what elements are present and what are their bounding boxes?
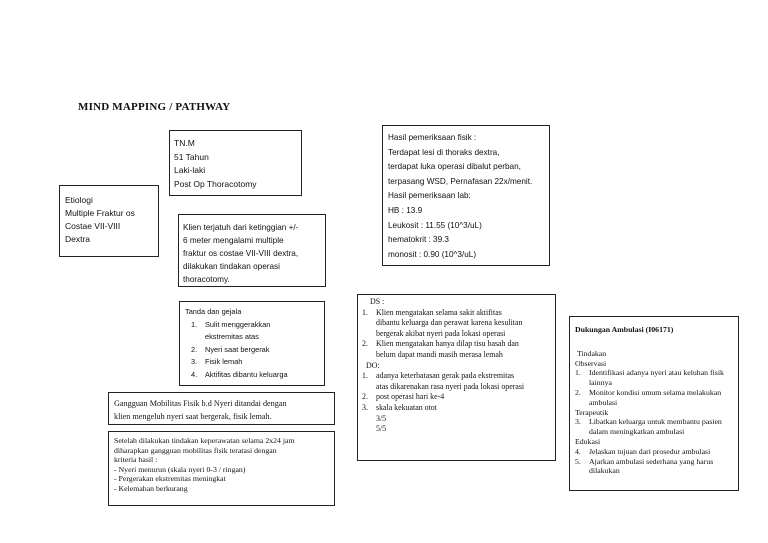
- sign-item: [185, 331, 324, 344]
- item-number: 2.: [362, 339, 368, 349]
- sign-item: [185, 319, 324, 332]
- item-number: 2.: [575, 387, 581, 397]
- intervention-item: [575, 378, 738, 388]
- intervention-box: [569, 316, 739, 491]
- intervention-item: [575, 368, 738, 378]
- assessment-box: [357, 294, 556, 461]
- sign-item: [185, 356, 324, 369]
- item-text: 5/5: [376, 424, 387, 434]
- outcome-box: [108, 431, 335, 506]
- do-item: [362, 392, 555, 403]
- patient-info-box: [169, 130, 302, 196]
- signs-heading: Tanda dan gejala: [185, 307, 242, 316]
- intervention-item: [575, 427, 738, 437]
- diagnosis-box: [108, 392, 335, 425]
- intervention-item: [575, 388, 738, 398]
- do-label: DO:: [366, 360, 380, 370]
- outcome-line: - Nyeri menurun (skala nyeri 0-3 / ringan): [114, 464, 246, 474]
- do-item: [362, 382, 555, 393]
- exam-line: terpasang WSD, Pernafasan 22x/menit.: [388, 176, 533, 186]
- do-item: [362, 424, 555, 435]
- exam-line: hematokrit : 39.3: [388, 235, 449, 245]
- item-text: 3/5: [376, 413, 387, 423]
- item-number: 3.: [191, 357, 198, 367]
- exam-box: [382, 125, 550, 266]
- history-line: thoracotomy.: [183, 275, 230, 284]
- item-text: Aktifitas dibantu keluarga: [205, 369, 288, 379]
- history-line: 6 meter mengalami multiple: [183, 236, 284, 245]
- item-text: skala kekuatan otot: [376, 402, 437, 412]
- item-text: Ajarkan ambulasi sederhana yang harus: [589, 456, 714, 466]
- item-text: Libatkan keluarga untuk membantu pasien: [589, 417, 722, 427]
- item-text: Klien mengatakan hanya dilap tisu basah dan: [376, 339, 519, 349]
- item-text: Identifikasi adanya nyeri atau keluhan fisik: [589, 368, 724, 378]
- item-text: bergerak akibat nyeri pada lokasi operasi: [376, 328, 506, 338]
- history-line: Klien terjatuh dari ketinggian +/-: [183, 223, 299, 232]
- etiologi-line: Dextra: [65, 234, 91, 244]
- item-text: lainnya: [589, 378, 612, 388]
- item-number: 5.: [575, 456, 581, 466]
- item-text: post operasi hari ke-4: [376, 392, 445, 402]
- intervention-section-label: Observasi: [575, 358, 607, 368]
- item-number: 3.: [362, 402, 368, 412]
- intervention-section-label: Terapeutik: [575, 407, 609, 417]
- etiologi-line: Multiple Fraktur os: [65, 208, 135, 218]
- history-line: dilakukan tindakan operasi: [183, 262, 280, 271]
- outcome-line: - Kelemahan berkurang: [114, 483, 188, 493]
- patient-line: Laki-laki: [174, 165, 206, 175]
- item-text: ambulasi: [589, 397, 618, 407]
- intervention-item: [575, 447, 738, 457]
- ds-item: [362, 308, 555, 319]
- item-text: ekstremitas atas: [205, 332, 259, 342]
- item-text: dibantu keluarga dan perawat karena kesulitan: [376, 318, 523, 328]
- intervention-item: [575, 466, 738, 476]
- exam-line: terdapat luka operasi dibalut perban,: [388, 162, 521, 172]
- outcome-line: - Pergerakan ekstremitas meningkat: [114, 474, 226, 484]
- sign-item: [185, 369, 324, 382]
- outcome-line: Setelah dilakukan tindakan keperawatan selama 2x24 jam: [114, 436, 295, 445]
- item-text: Sulit menggerakkan: [205, 319, 271, 329]
- ds-item: [362, 329, 555, 340]
- item-number: 2.: [191, 344, 198, 354]
- diagnosis-line: klien mengeluh nyeri saat bergerak, fisik lemah.: [114, 412, 272, 421]
- intervention-section-label: Tindakan: [577, 348, 607, 358]
- item-text: Fisik lemah: [205, 357, 243, 367]
- do-item: [362, 414, 555, 425]
- item-number: 2.: [362, 392, 368, 402]
- ds-label: DS :: [370, 297, 385, 306]
- outcome-line: kriteria hasil :: [114, 455, 158, 465]
- item-text: Klien mengatakan selama sakit aktifitas: [376, 307, 502, 317]
- patient-line: 51 Tahun: [174, 151, 209, 162]
- item-text: Monitor kondisi umum selama melakukan: [589, 387, 722, 397]
- page-title: MIND MAPPING / PATHWAY: [78, 101, 231, 113]
- item-text: belum dapat mandi masih merasa lemah: [376, 349, 503, 359]
- intervention-title: Dukungan Ambulasi (I06171): [575, 325, 674, 334]
- do-item: [362, 371, 555, 382]
- item-number: 4.: [191, 369, 198, 379]
- outcome-line: diharapkan gangguan mobilitas fisik teratasi dengan: [114, 445, 277, 455]
- intervention-item: [575, 398, 738, 408]
- item-number: 1.: [362, 371, 368, 381]
- exam-line: Leukosit : 11.55 (10^3/uL): [388, 220, 482, 230]
- ds-item: [362, 339, 555, 350]
- ds-item: [362, 350, 555, 361]
- intervention-item: [575, 457, 738, 467]
- item-number: 3.: [575, 417, 581, 427]
- sign-item: [185, 344, 324, 357]
- exam-line: Terdapat lesi di thoraks dextra,: [388, 147, 500, 157]
- patient-line: Post Op Thoracotomy: [174, 178, 257, 189]
- etiologi-line: Costae VII-VIII: [65, 221, 121, 231]
- item-text: dilakukan: [589, 466, 620, 476]
- item-number: 4.: [575, 446, 581, 456]
- do-item: [362, 403, 555, 414]
- intervention-item: [575, 417, 738, 427]
- intervention-section-label: Edukasi: [575, 436, 601, 446]
- history-line: fraktur os costae VII-VIII dextra,: [183, 249, 299, 258]
- exam-line: Hasil pemeriksaan lab:: [388, 191, 471, 201]
- item-number: 1.: [362, 307, 368, 317]
- etiologi-box: [59, 185, 159, 257]
- item-text: dalam meningkatkan ambulasi: [589, 427, 685, 437]
- item-text: adanya keterbatasan gerak pada ekstremitas: [376, 371, 515, 381]
- ds-item: [362, 318, 555, 329]
- patient-line: TN.M: [174, 138, 195, 148]
- exam-line: HB : 13.9: [388, 205, 423, 215]
- history-box: [178, 214, 326, 287]
- item-number: 1.: [575, 368, 581, 378]
- exam-line: monosit : 0.90 (10^3/uL): [388, 249, 477, 259]
- exam-line: Hasil pemeriksaan fisik :: [388, 133, 477, 142]
- signs-box: [179, 301, 325, 386]
- item-text: Jelaskan tujuan dari prosedur ambulasi: [589, 446, 711, 456]
- item-text: atas dikarenakan rasa nyeri pada lokasi operasi: [376, 381, 525, 391]
- item-number: 1.: [191, 319, 198, 329]
- etiologi-line: Etiologi: [65, 195, 93, 205]
- item-text: Nyeri saat bergerak: [205, 344, 270, 354]
- diagnosis-line: Gangguan Mobilitas Fisik b.d Nyeri ditandai dengan: [114, 399, 287, 408]
